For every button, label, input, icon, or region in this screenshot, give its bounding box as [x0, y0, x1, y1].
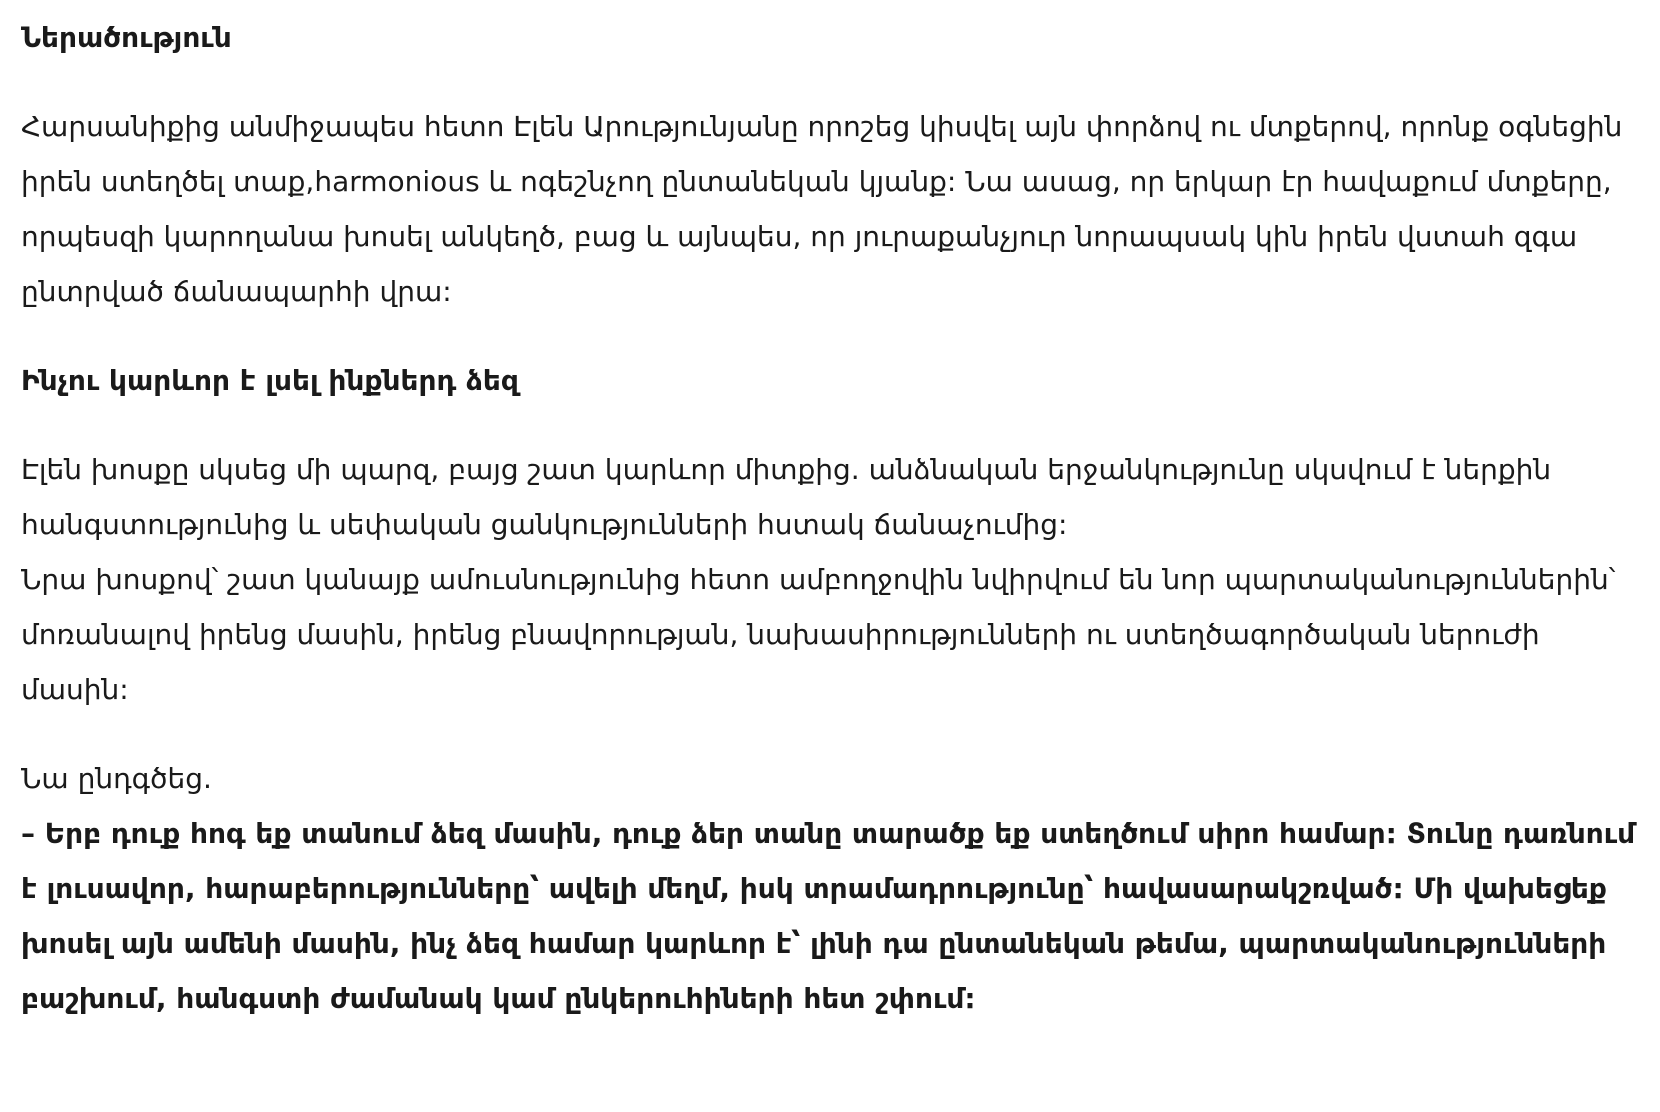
- emphasis-quote: – Երբ դուք հոգ եք տանում ձեզ մասին, դուք ձեր տանը տարածք եք ստեղծում սիրո համար: Տունը դառնում է լուսավոր, հարաբերությունները՝ ավելի մեղմ, իսկ տրամադրությունը՝ հավասարակշռված: Մի վախեցեք խոսել այն ամենի մասին, ինչ ձեզ համար կարևոր է՝ լինի դա ընտանեկան թեմա, պարտականությունների բաշխում, հանգստի ժամանակ կամ ընկերուհիների հետ շփում:: [21, 817, 1636, 1015]
- listen-paragraph: [21, 442, 1639, 717]
- intro-paragraph: Հարսանիքից անմիջապես հետո Էլեն Արությունյանը որոշեց կիսվել այն փորձով ու մտքերով, որոնք օգնեցին իրեն ստեղծել տաք,harmonious և ոգեշնչող ընտանեկան կյանք: Նա ասաց, որ երկար էր հավաքում մտքերը, որպեսզի կարողանա խոսել անկեղծ, բաց և այնպես, որ յուրաքանչյուր նորապսակ կին իրեն վստահ զգա ընտրված ճանապարհի վրա:: [21, 110, 1623, 308]
- listen-paragraph-line1: Էլեն խոսքը սկսեց մի պարզ, բայց շատ կարևոր միտքից. անձնական երջանկությունը սկսվում է ներքին հանգստությունից և սեփական ցանկությունների հստակ ճանաչումից:: [21, 453, 1552, 541]
- intro-heading: Ներածություն: [21, 21, 232, 54]
- emphasis-paragraph: [21, 751, 1639, 1026]
- listen-heading: Ինչու կարևոր է լսել ինքներդ ձեզ: [21, 364, 519, 397]
- article-body: [21, 10, 1639, 1026]
- emphasis-lead: Նա ընդգծեց.: [21, 762, 212, 795]
- listen-paragraph-line2: Նրա խոսքով՝ շատ կանայք ամուսնությունից հետո ամբողջովին նվիրվում են նոր պարտականություններին՝ մոռանալով իրենց մասին, իրենց բնավորության, նախասիրությունների ու ստեղծագործական ներուժի մասին:: [21, 563, 1616, 706]
